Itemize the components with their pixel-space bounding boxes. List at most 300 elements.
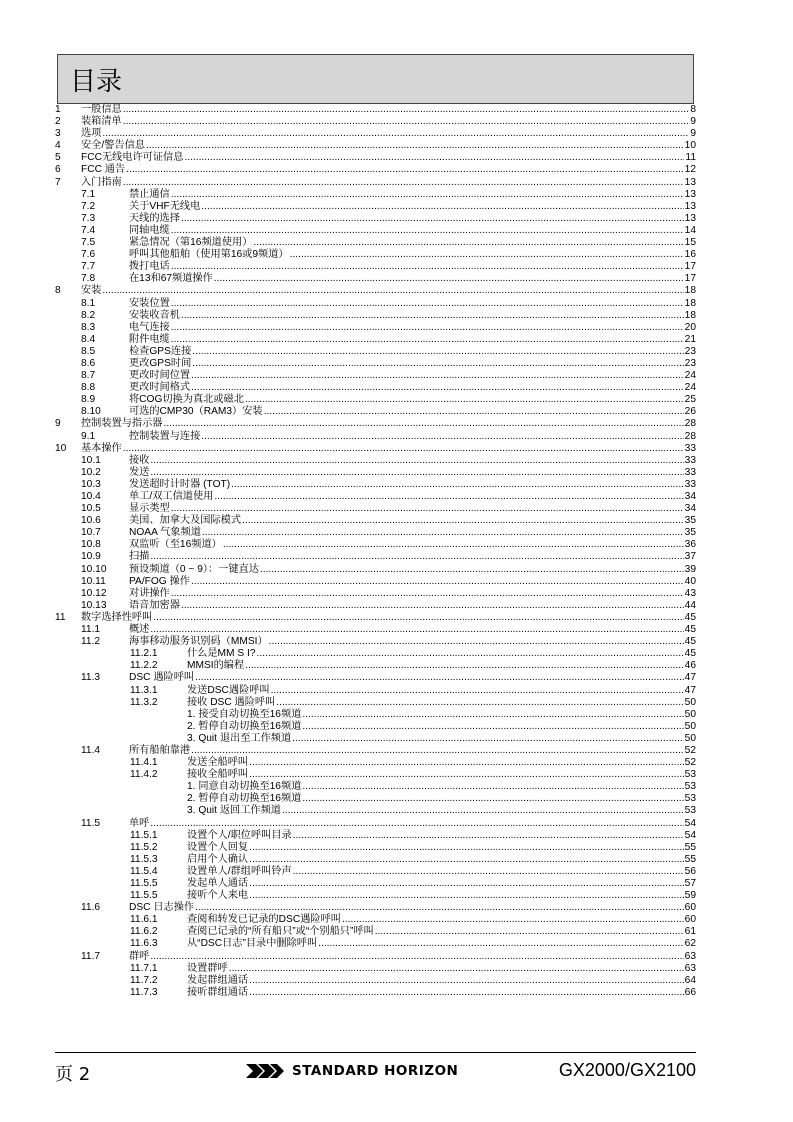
toc-entry[interactable] (55, 818, 696, 830)
toc-entry-page: 23 (684, 345, 696, 357)
dot-leader (260, 564, 684, 576)
toc-entry-line (129, 346, 696, 358)
toc-entry[interactable] (55, 310, 696, 322)
toc-entry-number: 11.2.1 (130, 648, 158, 660)
dot-leader (249, 757, 684, 769)
toc-entry-number: 7 (55, 176, 61, 188)
toc-entry-page: 14 (684, 224, 696, 236)
toc-entry-page: 15 (684, 237, 696, 249)
toc-entry-title: 对讲操作 (129, 587, 170, 599)
toc-entry[interactable] (55, 455, 696, 467)
dot-leader (181, 600, 684, 612)
footer-divider (55, 1052, 696, 1053)
toc-entry-title: 显示类型 (129, 503, 170, 515)
toc-entry-title: 语音加密器 (129, 599, 180, 611)
toc-entry-line (81, 285, 696, 297)
dot-leader (249, 975, 684, 987)
toc-entry-line (129, 431, 696, 443)
toc-entry-number: 7.8 (81, 273, 96, 285)
dot-leader (223, 539, 684, 551)
toc-entry[interactable] (55, 842, 696, 854)
toc-entry-title: 发起群组通话 (187, 974, 249, 986)
toc-entry[interactable] (55, 890, 696, 902)
dot-leader (202, 527, 684, 539)
toc-entry[interactable] (55, 951, 696, 963)
dot-leader (269, 636, 684, 648)
toc-entry-page: 39 (684, 563, 696, 575)
toc-entry[interactable] (55, 769, 696, 781)
toc-entry-number: 8.3 (81, 321, 96, 333)
toc-entry[interactable] (55, 128, 696, 140)
toc-entry-line (187, 781, 696, 793)
toc-entry-title: 关于VHF无线电 (129, 200, 201, 212)
dot-leader (123, 177, 684, 189)
toc-entry[interactable] (55, 793, 696, 805)
toc-entry-page: 13 (684, 212, 696, 224)
dot-leader (171, 322, 684, 334)
toc-entry-title: 设置群呼 (187, 962, 228, 974)
toc-entry-line (81, 612, 696, 624)
toc-entry-title: 发送全船呼叫 (187, 757, 249, 769)
toc-entry-number: 10.8 (81, 539, 101, 551)
toc-entry-page: 8 (690, 104, 696, 115)
toc-entry-number: 11.5 (81, 817, 101, 829)
toc-entry-line (129, 298, 696, 310)
toc-entry[interactable] (55, 298, 696, 310)
toc-entry-number: 11.3 (81, 672, 101, 684)
toc-entry[interactable] (55, 358, 696, 370)
toc-entry-title: 美国、加拿大及国际模式 (129, 515, 242, 527)
dot-leader (102, 285, 683, 297)
toc-entry-title: 单工/双工信道使用 (129, 491, 214, 502)
toc-entry-title: DSC 遇险呼叫 (129, 672, 195, 684)
toc-entry[interactable] (55, 394, 696, 406)
dot-leader (242, 515, 684, 527)
toc-entry-number: 10.2 (81, 466, 101, 478)
toc-entry-page: 25 (684, 394, 696, 406)
toc-entry[interactable] (55, 975, 696, 987)
toc-entry-line (187, 987, 696, 999)
toc-entry-page: 50 (684, 732, 696, 744)
toc-entry[interactable] (55, 443, 696, 455)
toc-entry[interactable] (55, 987, 696, 999)
toc-entry-title: 双监听（至16频道） (129, 539, 222, 551)
toc-entry-title: 概述 (129, 624, 150, 636)
dot-leader (171, 298, 684, 310)
toc-entry-title: 入门指南 (81, 176, 122, 188)
toc-entry[interactable] (55, 479, 696, 491)
toc-entry-line (129, 406, 696, 418)
toc-entry-number: 11.5.5 (130, 890, 158, 902)
toc-entry-title: 发送超时计时器 (TOT) (129, 478, 231, 490)
toc-entry-title: 数字选择性呼叫 (81, 611, 153, 623)
toc-entry-page: 45 (684, 611, 696, 623)
toc-entry-title: 接收全船呼叫 (187, 769, 249, 781)
toc-entry[interactable] (55, 201, 696, 213)
dot-leader (181, 213, 684, 225)
dot-leader (201, 201, 683, 213)
toc-entry[interactable] (55, 914, 696, 926)
toc-entry-title: 启用个人确认 (187, 853, 249, 865)
toc-entry-page: 17 (684, 273, 696, 285)
toc-entry[interactable] (55, 564, 696, 576)
toc-entry-page: 54 (684, 817, 696, 829)
toc-entry-number: 11.5.3 (130, 853, 158, 865)
toc-entry-number: 11.6 (81, 902, 101, 914)
toc-entry-page: 55 (684, 841, 696, 853)
toc-entry-number: 11.7.2 (130, 974, 158, 986)
toc-entry[interactable] (55, 600, 696, 612)
toc-entry-number: 11 (55, 611, 66, 623)
toc-entry-line (187, 842, 696, 854)
toc-entry-line (129, 951, 696, 963)
dot-leader (302, 709, 683, 721)
toc-entry[interactable] (55, 938, 696, 950)
toc-entry[interactable] (55, 648, 696, 660)
toc-entry-page: 24 (684, 382, 696, 394)
toc-entry[interactable] (55, 757, 696, 769)
dot-leader (102, 128, 689, 140)
dot-leader (191, 382, 684, 394)
toc-entry-page: 40 (684, 575, 696, 587)
toc-entry[interactable] (55, 177, 696, 189)
toc-entry[interactable] (55, 104, 696, 116)
toc-entry-page: 50 (684, 708, 696, 720)
toc-entry[interactable] (55, 503, 696, 515)
toc-entry[interactable] (55, 576, 696, 588)
toc-entry-number: 8.7 (81, 370, 96, 382)
toc-entry-page: 63 (684, 962, 696, 974)
dot-leader (249, 987, 684, 999)
toc-entry[interactable] (55, 612, 696, 624)
toc-entry[interactable] (55, 370, 696, 382)
title-banner (57, 54, 694, 104)
toc-entry[interactable] (55, 527, 696, 539)
toc-entry-page: 9 (690, 128, 696, 140)
toc-entry-number: 11.6.3 (130, 938, 158, 950)
toc-entry-title: 呼叫其他船舶（使用第16或9频道） (129, 249, 289, 261)
dot-leader (282, 805, 684, 817)
toc-entry-number: 7.5 (81, 237, 96, 249)
dot-leader (171, 225, 684, 237)
toc-entry[interactable] (55, 237, 696, 249)
toc-entry[interactable] (55, 140, 696, 152)
toc-entry-line (187, 769, 696, 781)
toc-entry[interactable] (55, 902, 696, 914)
toc-entry-line (129, 261, 696, 273)
dot-leader (214, 491, 683, 503)
toc-entry[interactable] (55, 588, 696, 600)
toc-entry[interactable] (55, 854, 696, 866)
toc-entry[interactable] (55, 467, 696, 479)
toc-entry-line (129, 551, 696, 563)
toc-entry-page: 43 (684, 587, 696, 599)
toc-entry[interactable] (55, 805, 696, 817)
toc-entry[interactable] (55, 660, 696, 672)
toc-entry-number: 8.4 (81, 333, 96, 345)
toc-entry[interactable] (55, 672, 696, 684)
toc-entry-title: 同轴电缆 (129, 224, 170, 236)
toc-entry-number: 8.9 (81, 394, 96, 406)
toc-entry-title: 1. 同意自动切换至16频道 (187, 781, 302, 793)
toc-entry[interactable] (55, 926, 696, 938)
toc-entry-title: 拨打电话 (129, 261, 170, 273)
toc-entry-title: 安装 (81, 285, 102, 297)
toc-entry-page: 44 (684, 599, 696, 611)
dot-leader (146, 140, 684, 152)
toc-entry-number: 10.11 (81, 575, 106, 587)
dot-leader (290, 249, 684, 261)
dot-leader (171, 189, 684, 201)
toc-entry[interactable] (55, 624, 696, 636)
toc-entry[interactable] (55, 213, 696, 225)
toc-entry[interactable] (55, 431, 696, 443)
toc-entry[interactable] (55, 551, 696, 563)
toc-entry[interactable] (55, 866, 696, 878)
toc-entry-title: 禁止通信 (129, 188, 170, 200)
toc-entry[interactable] (55, 164, 696, 176)
toc-entry[interactable] (55, 261, 696, 273)
toc-entry-line (129, 310, 696, 322)
dot-leader (253, 237, 683, 249)
dot-leader (342, 914, 684, 926)
toc-entry-number: 7.3 (81, 212, 96, 224)
toc-entry[interactable] (55, 721, 696, 733)
toc-entry-title: 安装收音机 (129, 309, 180, 321)
dot-leader (171, 334, 684, 346)
toc-entry-page: 28 (684, 430, 696, 442)
toc-entry-line (129, 273, 696, 285)
toc-entry-line (129, 394, 696, 406)
toc-entry[interactable] (55, 745, 696, 757)
toc-entry-title: 3. Quit 返回工作频道 (187, 805, 281, 817)
toc-entry[interactable] (55, 334, 696, 346)
toc-entry-number: 10.4 (81, 491, 101, 502)
toc-entry-number: 10.1 (81, 454, 101, 466)
toc-entry-title: 装箱清单 (81, 116, 122, 128)
toc-entry[interactable] (55, 225, 696, 237)
dot-leader (249, 769, 684, 781)
toc-entry-title: 设置个人/职位呼叫目录 (187, 829, 292, 841)
toc-entry-title: 接收 DSC 遇险呼叫 (187, 696, 276, 708)
toc-entry[interactable] (55, 781, 696, 793)
toc-entry-page: 10 (684, 140, 696, 152)
toc-entry-line (187, 830, 696, 842)
toc-entry-title: 接听群组通话 (187, 986, 249, 998)
toc-entry-number: 7.7 (81, 261, 96, 273)
toc-entry-title: 附件电缆 (129, 333, 170, 345)
toc-entry-number: 10.10 (81, 563, 107, 575)
toc-entry-title: 基本操作 (81, 442, 122, 454)
toc-entry-title: 接收 (129, 454, 150, 466)
toc-entry-number: 10.3 (81, 478, 101, 490)
toc-entry[interactable] (55, 406, 696, 418)
toc-entry-line (129, 249, 696, 261)
toc-entry-number: 2 (55, 116, 61, 128)
toc-entry-title: 2. 暂停自动切换至16频道 (187, 720, 302, 732)
dot-leader (249, 890, 684, 902)
toc-entry-line (187, 757, 696, 769)
toc-entry[interactable] (55, 685, 696, 697)
toc-entry-number: 8.1 (81, 297, 96, 309)
toc-entry-number: 9 (55, 418, 61, 430)
toc-entry[interactable] (55, 539, 696, 551)
toc-entry-title: 一般信息 (81, 104, 122, 115)
toc-entry[interactable] (55, 830, 696, 842)
toc-entry-line (129, 745, 696, 757)
toc-entry-title: 查阅已记录的“所有船只”或“个别船只”呼叫 (187, 926, 374, 938)
toc-entry-line (129, 576, 696, 588)
dot-leader (229, 963, 684, 975)
toc-entry-number: 11.3.2 (130, 696, 158, 708)
dot-leader (264, 406, 684, 418)
toc-entry-title: 控制装置与连接 (129, 430, 201, 442)
toc-entry[interactable] (55, 515, 696, 527)
toc-entry-title: 1. 接受自动切换至16频道 (187, 708, 302, 720)
dot-leader (214, 273, 684, 285)
toc-entry-page: 34 (684, 503, 696, 515)
toc-entry-number: 8.2 (81, 309, 96, 321)
toc-entry-page: 35 (684, 527, 696, 539)
toc-entry-line (187, 914, 696, 926)
toc-entry[interactable] (55, 733, 696, 745)
toc-entry-number: 11.5.1 (130, 829, 158, 841)
toc-entry-page: 18 (684, 285, 696, 297)
toc-entry-title: 安装位置 (129, 297, 170, 309)
toc-entry-number: 4 (55, 140, 61, 152)
toc-entry[interactable] (55, 152, 696, 164)
toc-entry-page: 61 (684, 926, 696, 938)
toc-entry-number: 8.6 (81, 357, 96, 369)
toc-entry-title: 发送 (129, 466, 150, 478)
dot-leader (150, 818, 683, 830)
toc-entry-number: 3 (55, 128, 61, 140)
toc-entry-line (187, 890, 696, 902)
dot-leader (153, 612, 683, 624)
toc-entry-page: 21 (684, 333, 696, 345)
toc-entry-page: 33 (684, 442, 696, 454)
dot-leader (257, 648, 684, 660)
toc-entry-number: 1 (55, 104, 61, 115)
toc-entry-number: 7.4 (81, 224, 96, 236)
toc-entry[interactable] (55, 709, 696, 721)
toc-entry-number: 11.1 (81, 624, 101, 636)
toc-entry-title: 将COG切换为真北或磁北 (129, 394, 244, 406)
toc-entry-number: 6 (55, 164, 61, 176)
toc-entry-page: 56 (684, 865, 696, 877)
brand-name: STANDARD HORIZON (292, 1063, 459, 1079)
toc-entry[interactable] (55, 418, 696, 430)
toc-entry-number: 8.5 (81, 345, 96, 357)
dot-leader (123, 104, 690, 116)
toc-entry-line (187, 648, 696, 660)
toc-entry[interactable] (55, 285, 696, 297)
dot-leader (150, 467, 683, 479)
toc-entry[interactable] (55, 273, 696, 285)
dot-leader (171, 261, 684, 273)
dot-leader (191, 745, 684, 757)
toc-entry[interactable] (55, 346, 696, 358)
toc-entry-title: 接听个人来电 (187, 890, 249, 902)
dot-leader (276, 697, 683, 709)
toc-entry-page: 64 (684, 974, 696, 986)
toc-entry-title: 选项 (81, 128, 102, 140)
toc-entry-line (187, 685, 696, 697)
toc-entry-line (129, 902, 696, 914)
toc-entry[interactable] (55, 189, 696, 201)
toc-entry-line (81, 116, 696, 128)
toc-entry-page: 35 (684, 515, 696, 527)
toc-entry-line (81, 177, 696, 189)
toc-entry-line (81, 104, 696, 116)
toc-entry-line (129, 818, 696, 830)
toc-entry-line (129, 491, 696, 503)
toc-entry-page: 33 (684, 466, 696, 478)
toc-entry-page: 54 (684, 829, 696, 841)
toc-entry-line (129, 189, 696, 201)
toc-entry-line (129, 455, 696, 467)
dot-leader (195, 902, 684, 914)
toc-entry[interactable] (55, 491, 696, 503)
toc-entry-line (81, 443, 696, 455)
toc-entry-line (187, 733, 696, 745)
toc-entry-number: 8.8 (81, 382, 96, 394)
toc-entry-page: 53 (684, 805, 696, 817)
toc-entry[interactable] (55, 963, 696, 975)
toc-entry-number: 11.7 (81, 950, 101, 962)
dot-leader (192, 358, 683, 370)
toc-entry-page: 55 (684, 853, 696, 865)
toc-entry-title: 发送DSC遇险呼叫 (187, 684, 270, 696)
toc-entry[interactable] (55, 249, 696, 261)
toc-entry-page: 66 (684, 986, 696, 998)
dot-leader (150, 551, 683, 563)
toc-entry-line (187, 854, 696, 866)
toc-entry-line (129, 527, 696, 539)
toc-entry-page: 24 (684, 370, 696, 382)
toc-entry[interactable] (55, 636, 696, 648)
toc-entry[interactable] (55, 322, 696, 334)
toc-entry-number: 10.13 (81, 599, 107, 611)
toc-entry-page: 60 (684, 902, 696, 914)
toc-entry-title: 紧急情况（第16频道使用） (129, 237, 253, 249)
toc-entry-title: 发起单人通话 (187, 878, 249, 889)
toc-entry-line (129, 467, 696, 479)
toc-entry-number: 11.7.1 (130, 962, 158, 974)
toc-entry-page: 45 (684, 648, 696, 660)
toc-entry-line (187, 963, 696, 975)
toc-entry-page: 36 (684, 539, 696, 551)
toc-entry-line (129, 213, 696, 225)
toc-entry-line (187, 878, 696, 890)
toc-entry[interactable] (55, 116, 696, 128)
toc-entry-page: 52 (684, 757, 696, 769)
toc-entry[interactable] (55, 878, 696, 890)
toc-entry-page: 28 (684, 418, 696, 430)
dot-leader (191, 370, 684, 382)
toc-entry-line (129, 370, 696, 382)
toc-entry-page: 59 (684, 890, 696, 902)
toc-entry-page: 50 (684, 696, 696, 708)
toc-entry[interactable] (55, 382, 696, 394)
toc-entry-line (129, 225, 696, 237)
toc-entry-title: DSC 日志操作 (129, 902, 195, 914)
toc-entry-title: 2. 暂停自动切换至16频道 (187, 793, 302, 805)
toc-entry[interactable] (55, 697, 696, 709)
toc-entry-number: 10.6 (81, 515, 101, 527)
toc-entry-line (129, 539, 696, 551)
dot-leader (150, 624, 683, 636)
